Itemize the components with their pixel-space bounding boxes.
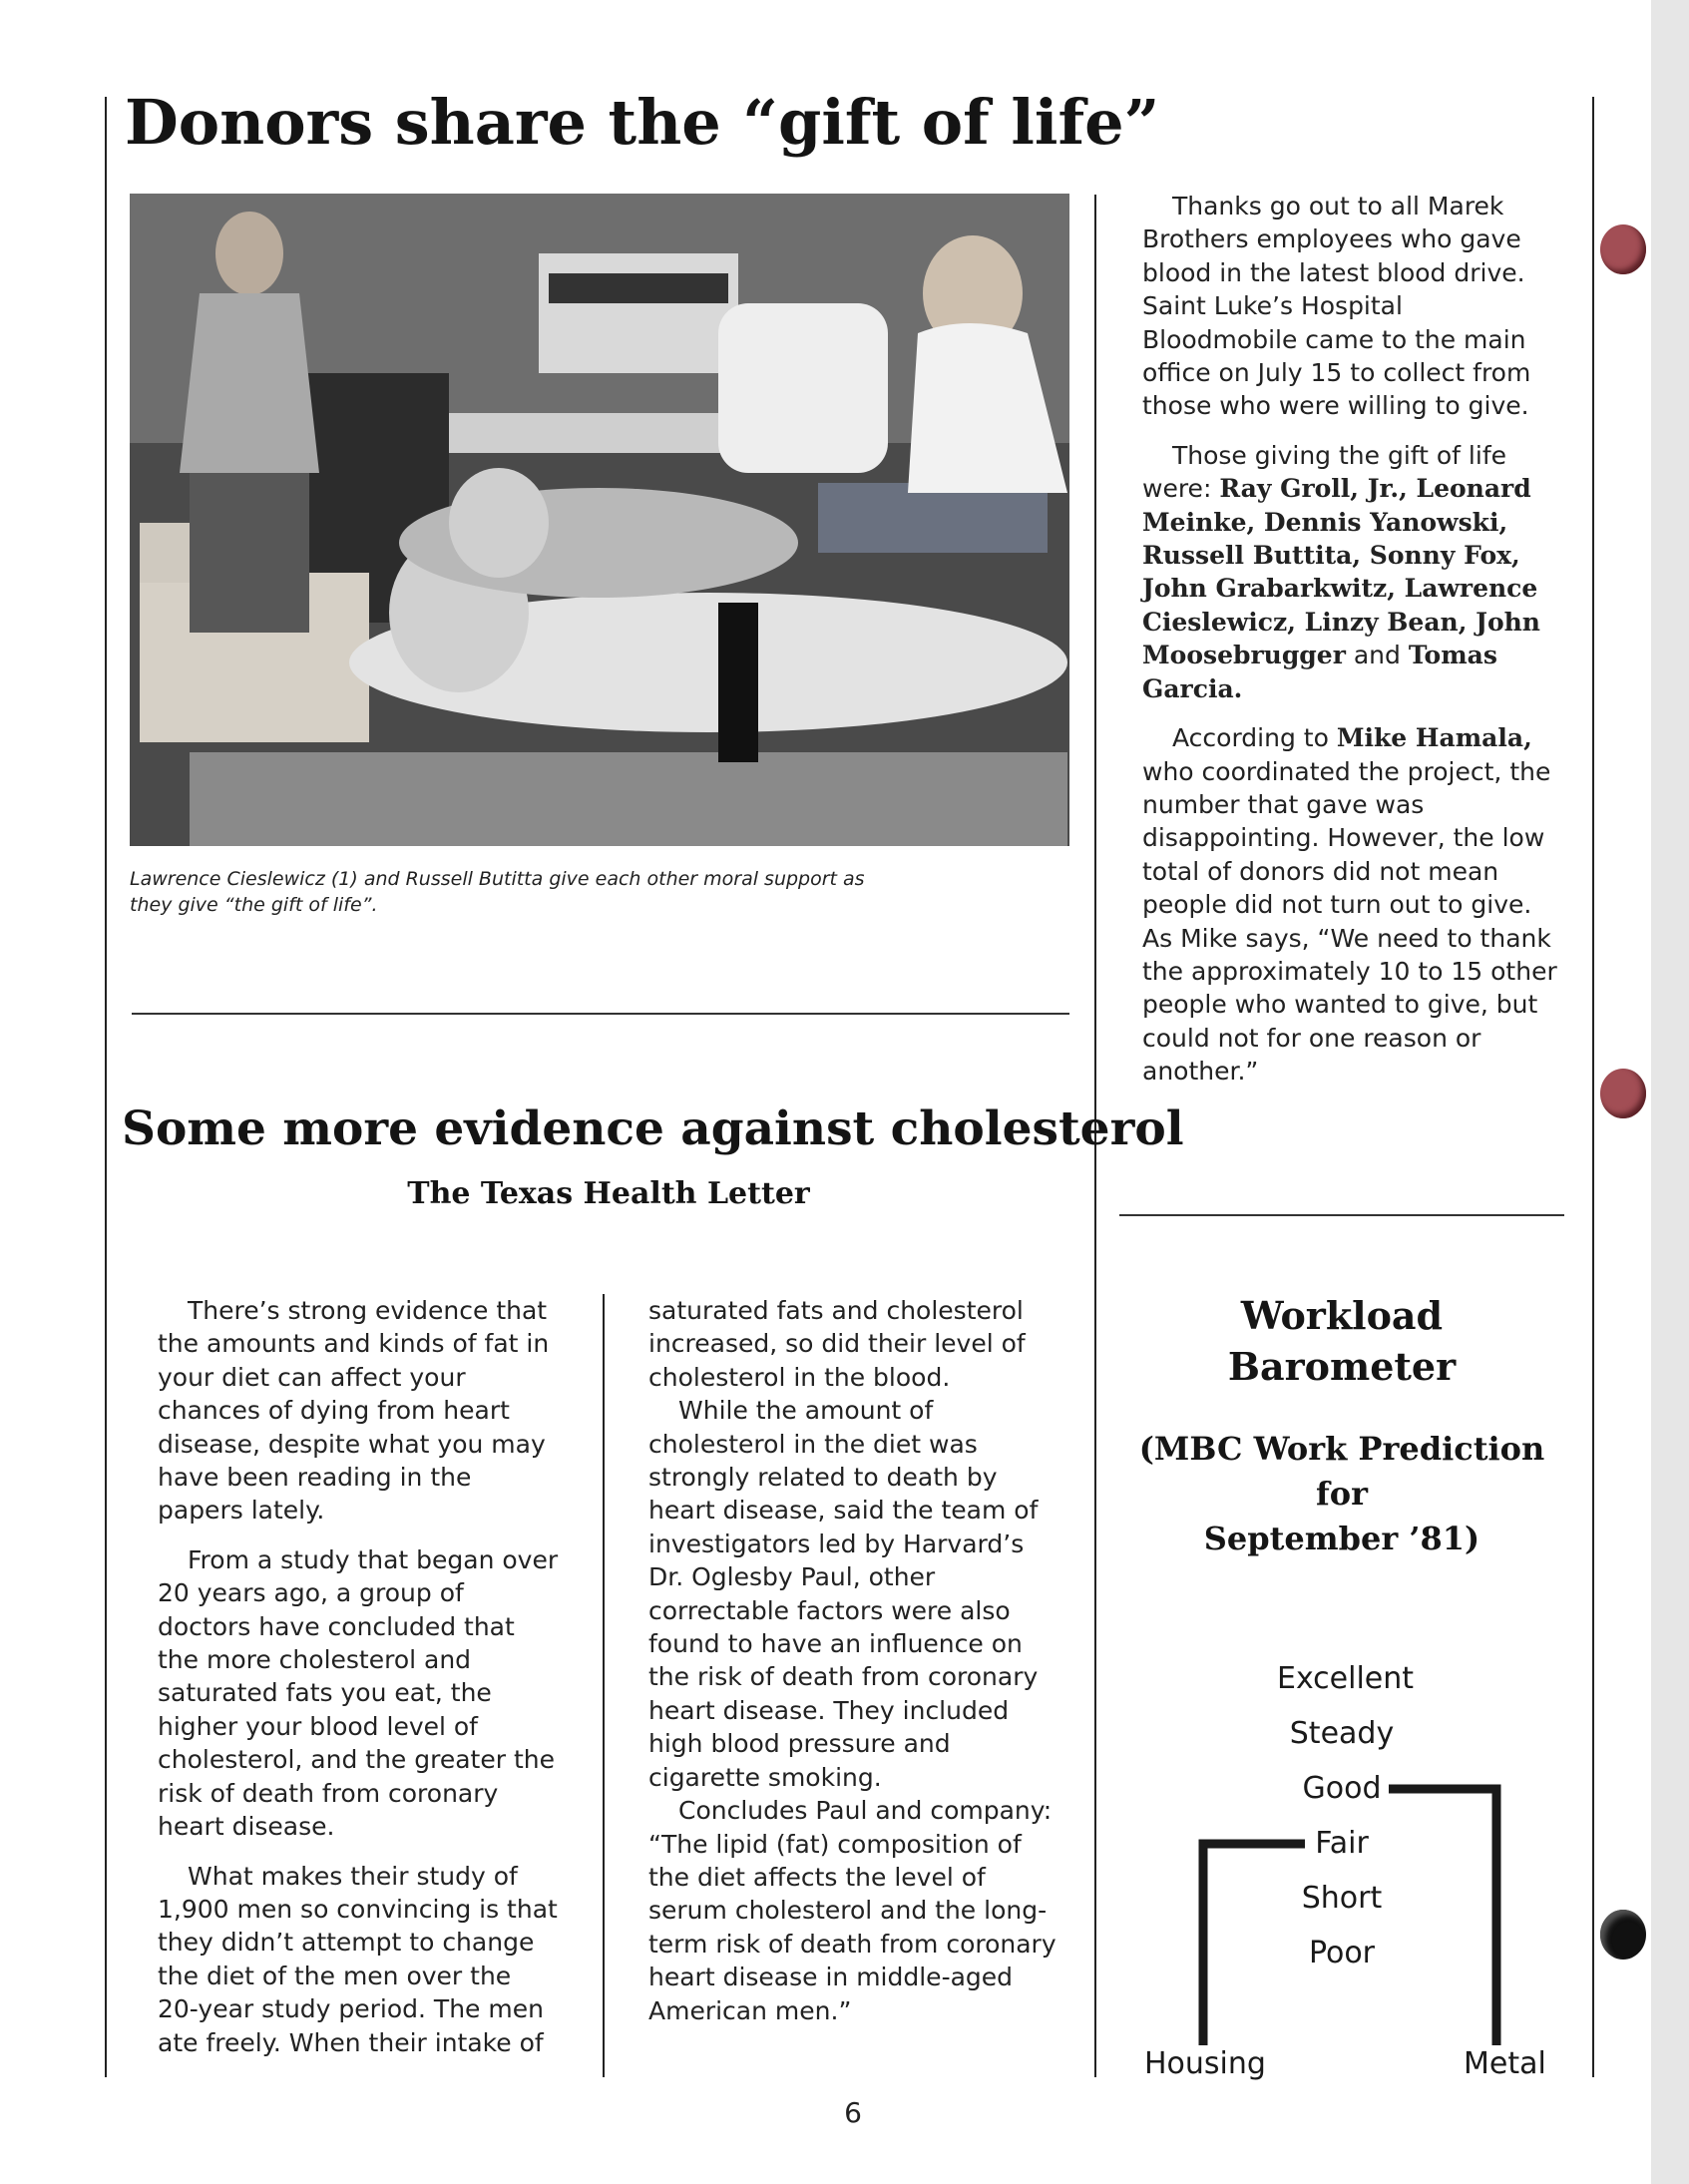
barometer-subtitle-line: (MBC Work Prediction <box>1138 1430 1545 1468</box>
article2-paragraph: From a study that began over 20 years ago, a group of doctors have concluded that the more cholesterol and saturated fats you eat, the higher your blood level of cholesterol, and the greater the risk of death from coronary heart disease. <box>158 1544 559 1842</box>
and-word: and <box>1345 641 1409 670</box>
coordinator-rest: who coordinated the project, the number that gave was disappointing. However, the low total of donors did not mean people did not turn out to give. As Mike says, “We need to thank the approximately 10 to 15 other people who wanted to give, but could not for one reason or another.” <box>1142 756 1557 1087</box>
barometer-title <box>1122 1290 1561 1392</box>
binder-hole <box>1600 1910 1646 1960</box>
barometer-level-short: Short <box>1301 1881 1383 1916</box>
binder-hole <box>1600 1069 1646 1118</box>
binder-hole <box>1600 224 1646 274</box>
donors-intro: Those giving the gift of life were: <box>1142 440 1506 504</box>
article1-paragraph: Thanks go out to all Marek Brothers employees who gave blood in the latest blood drive. Saint Luke’s Hospital Bloodmobile came to the main office on July 15 to collect from those who were willing to give. <box>1142 192 1531 421</box>
page-edge <box>1651 0 1689 2184</box>
article1-headline: Donors share the “gift of life” <box>125 86 1160 159</box>
blood-drive-photo <box>130 194 1069 846</box>
article1-coordinator-paragraph <box>1142 721 1561 1088</box>
article2-source: The Texas Health Letter <box>407 1176 810 1211</box>
article2-paragraph: What makes their study of 1,900 men so convincing is that they didn’t attempt to change the diet of the men over the 20-year study period. The men ate freely. When their intake of <box>158 1861 558 2057</box>
left-border-rule <box>105 97 107 2077</box>
article2-headline: Some more evidence against cholesterol <box>122 1101 1184 1156</box>
barometer-housing-label: Housing <box>1144 2046 1266 2081</box>
article-column-divider <box>603 1294 605 2077</box>
barometer-subtitle-line: September ’81) <box>1203 1520 1480 1557</box>
article2-column-1 <box>158 1294 559 2059</box>
barometer-level-steady: Steady <box>1289 1716 1395 1751</box>
page-number: 6 <box>844 2096 862 2129</box>
barometer-indicators <box>1147 1756 1566 2055</box>
sidebar-divider <box>1119 1214 1564 1216</box>
article2-paragraph: Concludes Paul and company: “The lipid (fat) composition of the diet affects the level of serum cholesterol and the long-term risk of death from coronary heart disease in middle-aged American men.” <box>648 1796 1056 2025</box>
barometer-level-good: Good <box>1302 1771 1382 1806</box>
article1-body <box>1142 190 1561 1104</box>
barometer-title-line: Workload <box>1240 1293 1444 1338</box>
barometer-level-excellent: Excellent <box>1277 1661 1415 1696</box>
coordinator-name: Mike Hamala, <box>1336 723 1532 753</box>
right-border-rule <box>1592 97 1594 2077</box>
barometer-level-fair: Fair <box>1315 1826 1369 1861</box>
housing-indicator-line <box>1203 1844 1305 2045</box>
barometer-subtitle <box>1122 1427 1561 1561</box>
donor-names-last: Tomas Garcia. <box>1142 641 1497 703</box>
barometer-level-poor: Poor <box>1308 1936 1376 1970</box>
article1-donors-paragraph <box>1142 439 1561 705</box>
metal-indicator-line <box>1389 1789 1496 2045</box>
photo-illustration <box>130 194 1069 846</box>
photo-caption: Lawrence Cieslewicz (1) and Russell Butitta give each other moral support as they give “the gift of life”. <box>130 868 865 916</box>
article2-paragraph: While the amount of cholesterol in the diet was strongly related to death by heart disease, said the team of investigators led by Harvard’s Dr. Oglesby Paul, other correctable factors were also found to have an influence on the risk of death from coronary heart disease. They included high blood pressure and cigarette smoking. <box>648 1396 1039 1792</box>
donor-names: Ray Groll, Jr., Leonard Meinke, Dennis Yanowski, Russell Buttita, Sonny Fox, John Grabarkwitz, Lawrence Cieslewicz, Linzy Bean, John Moosebrugger <box>1142 474 1540 670</box>
article2-column-2 <box>648 1294 1065 2027</box>
barometer-metal-label: Metal <box>1464 2046 1546 2081</box>
coordinator-intro: According to <box>1172 723 1337 753</box>
section-divider <box>132 1013 1069 1015</box>
barometer-subtitle-line: for <box>1316 1475 1368 1513</box>
article2-paragraph: There’s strong evidence that the amounts and kinds of fat in your diet can affect your chances of dying from heart disease, despite what you may have been reading in the papers lately. <box>158 1296 550 1526</box>
article2-paragraph: saturated fats and cholesterol increased, so did their level of cholesterol in the blood. <box>648 1296 1026 1392</box>
barometer-title-line: Barometer <box>1227 1344 1457 1389</box>
